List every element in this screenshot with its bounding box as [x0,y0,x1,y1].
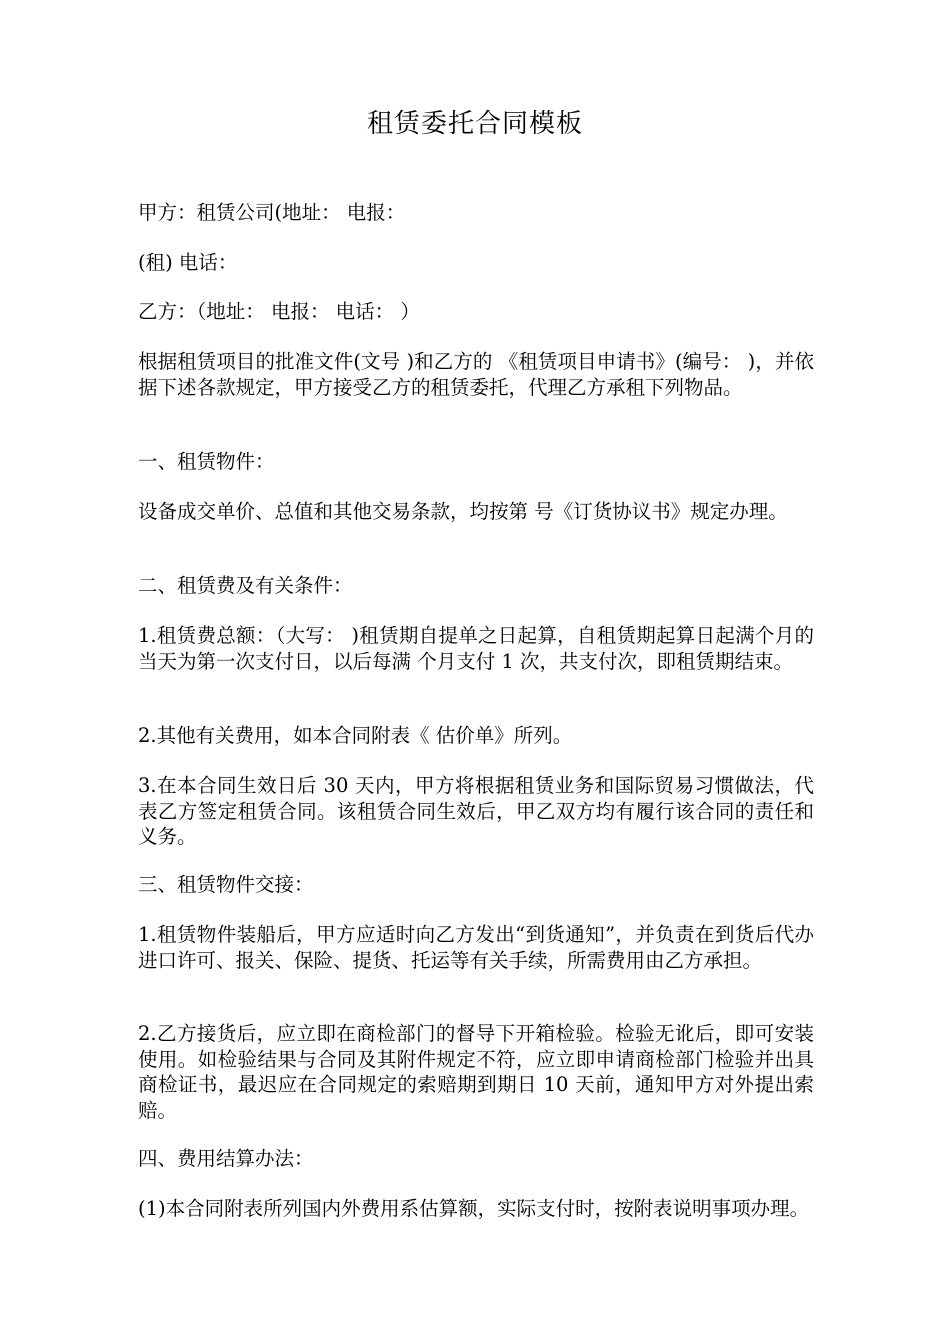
intro-paragraph: 根据租赁项目的批准文件(文号 )和乙方的 《租赁项目申请书》(编号： )，并依据下述各款规定，甲方接受乙方的租赁委托，代理乙方承租下列物品。 [138,350,814,399]
section-2-item-1: 1.租赁费总额：（大写： )租赁期自提单之日起算，自租赁期起算日起满个月的当天为第一次支付日，以后每满 个月支付 1 次，共支付次，即租赁期结束。 [138,624,814,673]
section-heading-1: 一、租赁物件： [138,450,275,473]
party-a-line: 甲方：租赁公司(地址： 电报： [138,201,406,224]
party-b-line: 乙方：（地址： 电报： 电话： ） [138,300,420,323]
section-1-paragraph: 设备成交单价、总值和其他交易条款，均按第 号《订货协议书》规定办理。 [138,500,788,523]
section-3-item-2: 2.乙方接货后，应立即在商检部门的督导下开箱检验。检验无讹后，即可安装使用。如检验结果与合同及其附件规定不符，应立即申请商检部门检验并出具商检证书，最迟应在合同规定的索赔期到期日 10 天前，通知甲方对外提出索赔。 [138,1022,814,1122]
section-2-item-3: 3.在本合同生效日后 30 天内，甲方将根据租赁业务和国际贸易习惯做法，代表乙方签定租赁合同。该租赁合同生效后，甲乙双方均有履行该合同的责任和义务。 [138,774,814,848]
section-heading-2: 二、租赁费及有关条件： [138,574,353,597]
section-2-item-2: 2.其他有关费用，如本合同附表《 估价单》所列。 [138,724,573,747]
section-3-item-1: 1.租赁物件装船后，甲方应适时向乙方发出“到货通知”，并负责在到货后代办进口许可、报关、保险、提货、托运等有关手续，所需费用由乙方承担。 [138,923,814,972]
section-4-item-1: (1)本合同附表所列国内外费用系估算额，实际支付时，按附表说明事项办理。 [138,1197,810,1220]
party-a-phone-line: (租) 电话： [138,251,238,274]
document-title: 租赁委托合同模板 [366,109,583,139]
section-heading-3: 三、租赁物件交接： [138,873,314,896]
section-heading-4: 四、费用结算办法： [138,1147,314,1170]
